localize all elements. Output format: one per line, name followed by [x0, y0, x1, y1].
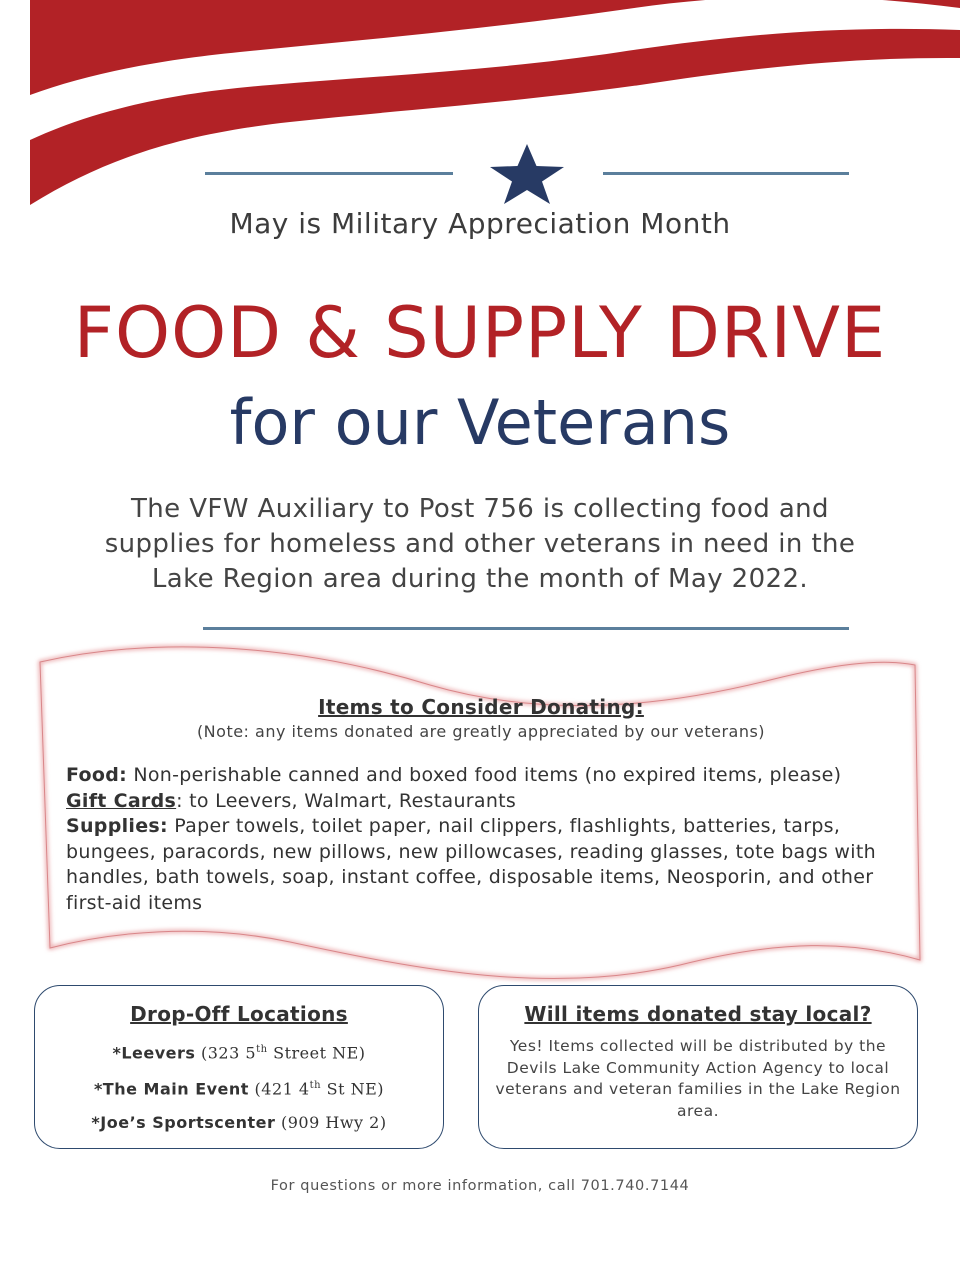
stay-local-text: Yes! Items collected will be distributed by the Devils Lake Community Action Agency to local veterans and veteran families in the Lake Region area.	[495, 1037, 901, 1120]
stay-local-box	[478, 985, 918, 1149]
item-gift-cards	[66, 789, 896, 815]
donation-items-section	[66, 695, 896, 916]
address-ordinal: th	[309, 1080, 322, 1092]
location-name: *Leevers	[112, 1043, 196, 1063]
location-name: *The Main Event	[93, 1079, 249, 1099]
item-label: Food:	[66, 764, 128, 786]
header-rule-left	[205, 172, 453, 175]
item-label: Gift Cards	[66, 789, 177, 812]
address-ordinal: th	[256, 1044, 268, 1055]
location-address: (421 4	[248, 1079, 310, 1099]
item-label-suffix: :	[176, 789, 183, 812]
stay-local-heading: Will items donated stay local?	[524, 1002, 872, 1026]
item-label: Supplies:	[66, 815, 168, 837]
dropoff-locations-box	[34, 985, 444, 1149]
dropoff-heading: Drop-Off Locations	[130, 1002, 348, 1026]
location-address-rest: St NE)	[321, 1079, 385, 1099]
items-heading: Items to Consider Donating:	[318, 695, 644, 719]
item-food	[66, 763, 896, 789]
location-item	[35, 1106, 443, 1139]
flag-stripes-decoration	[0, 0, 960, 215]
star-icon	[486, 144, 568, 204]
location-item	[35, 1069, 443, 1105]
location-list	[35, 1033, 443, 1139]
intro-paragraph: The VFW Auxiliary to Post 756 is collecting food and supplies for homeless and other veterans in need in the Lake Region area during the month of May 2022.	[104, 494, 856, 594]
items-note: (Note: any items donated are greatly appreciated by our veterans)	[196, 722, 766, 741]
contact-footer: For questions or more information, call 701.740.7144	[270, 1178, 690, 1194]
subtitle: May is Military Appreciation Month	[229, 207, 731, 240]
item-text: Paper towels, toilet paper, nail clippers, flashlights, batteries, tarps, bungees, paracords, new pillows, new pillowcases, reading glasses, tote bags with handles, bath towels, soap, instant coffee, disposable items, Neosporin, and other first-aid items	[66, 815, 876, 914]
header-rule-right	[603, 172, 849, 175]
item-text: Non-perishable canned and boxed food items (no expired items, please)	[127, 764, 842, 786]
section-divider	[203, 627, 849, 630]
location-address: (909 Hwy 2)	[275, 1112, 387, 1132]
sub-title: for our Veterans	[229, 386, 731, 459]
location-address-rest: Street NE)	[267, 1043, 366, 1063]
location-address: (323 5	[195, 1043, 257, 1063]
item-text: to Leevers, Walmart, Restaurants	[182, 789, 517, 812]
location-name: *Joe’s Sportscenter	[91, 1112, 276, 1132]
items-list	[66, 763, 896, 916]
location-item	[35, 1033, 443, 1069]
item-supplies	[66, 814, 896, 916]
main-title: FOOD & SUPPLY DRIVE	[73, 292, 887, 374]
